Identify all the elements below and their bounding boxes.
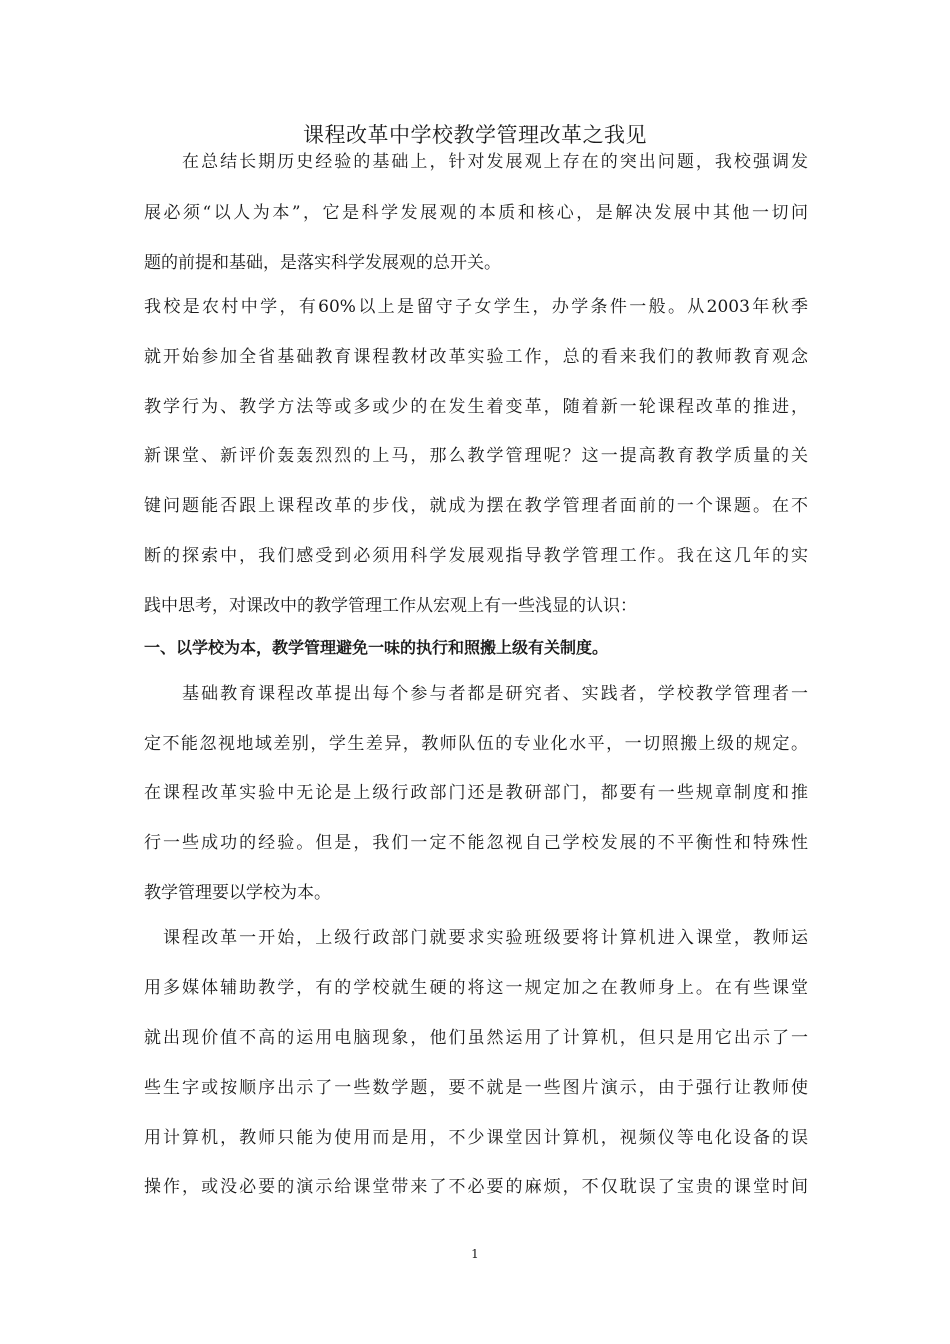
paragraph-line: 我校是农村中学，有60%以上是留守子女学生，办学条件一般。从2003年秋季 [144,297,808,317]
paragraph-line: 题的前提和基础，是落实科学发展观的总开关。 [144,253,501,273]
paragraph-line: 课程改革一开始，上级行政部门就要求实验班级要将计算机进入课堂，教师运 [144,928,808,948]
paragraph-line: 新课堂、新评价轰轰烈烈的上马，那么教学管理呢？这一提高教育教学质量的关 [144,446,808,466]
paragraph-line: 断的探索中，我们感受到必须用科学发展观指导教学管理工作。我在这几年的实 [144,546,808,566]
paragraph-line: 操作，或没必要的演示给课堂带来了不必要的麻烦，不仅耽误了宝贵的课堂时间 [144,1177,808,1197]
paragraph-line: 教学行为、教学方法等或多或少的在发生着变革，随着新一轮课程改革的推进， [144,397,808,417]
paragraph-line: 在课程改革实验中无论是上级行政部门还是教研部门，都要有一些规章制度和推 [144,783,808,803]
paragraph-line: 行一些成功的经验。但是，我们一定不能忽视自己学校发展的不平衡性和特殊性 [144,833,808,853]
paragraph-line: 践中思考，对课改中的教学管理工作从宏观上有一些浅显的认识： [144,596,637,616]
paragraph-line: 些生字或按顺序出示了一些数学题，要不就是一些图片演示，由于强行让教师使 [144,1078,808,1098]
paragraph-line: 用计算机，教师只能为使用而是用，不少课堂因计算机，视频仪等电化设备的误 [144,1128,808,1148]
page-number: 1 [471,1247,479,1261]
paragraph-line: 就出现价值不高的运用电脑现象，他们虽然运用了计算机，但只是用它出示了一 [144,1028,808,1048]
paragraph-line: 基础教育课程改革提出每个参与者都是研究者、实践者，学校教学管理者一 [144,684,808,704]
paragraph-line: 用多媒体辅助教学，有的学校就生硬的将这一规定加之在教师身上。在有些课堂 [144,978,808,998]
document-title: 课程改革中学校教学管理改革之我见 [303,123,647,147]
paragraph-line: 教学管理要以学校为本。 [144,883,331,903]
paragraph-line: 在总结长期历史经验的基础上，针对发展观上存在的突出问题，我校强调发 [144,152,808,172]
paragraph-line: 就开始参加全省基础教育课程教材改革实验工作，总的看来我们的教师教育观念 [144,347,808,367]
section-heading: 一、以学校为本，教学管理避免一味的执行和照搬上级有关制度。 [144,638,609,657]
paragraph-line: 键问题能否跟上课程改革的步伐，就成为摆在教学管理者面前的一个课题。在不 [144,496,808,516]
paragraph-line: 定不能忽视地域差别，学生差异，教师队伍的专业化水平，一切照搬上级的规定。 [144,734,808,754]
paragraph-line: 展必须“以人为本”，它是科学发展观的本质和核心，是解决发展中其他一切问 [144,203,808,223]
